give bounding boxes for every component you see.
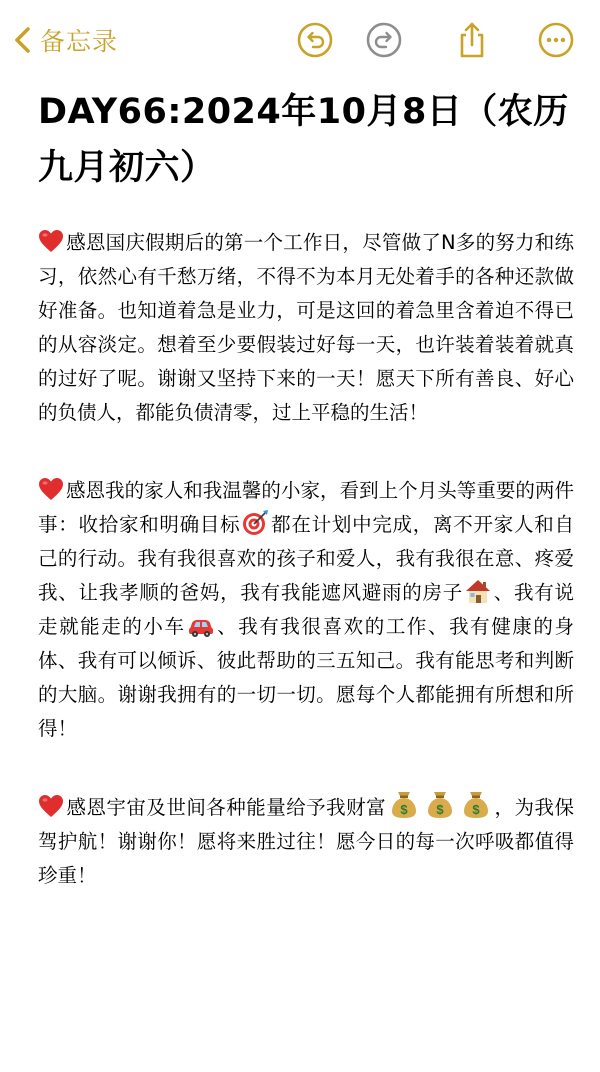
paragraph-text: 感恩我的家人和我温馨的小家，看到上个月头等重要的两件事：收拾家和明确目标 xyxy=(38,479,574,536)
money-bag-icon xyxy=(462,790,490,820)
paragraph-text: 、我有我很喜欢的工作、我有健康的身体、我有可以倾诉、彼此帮助的三五知己。我有能思考和判断的大脑。谢谢我拥有的一切一切。愿每个人都能拥有所想和所得！ xyxy=(38,615,574,740)
back-button[interactable] xyxy=(10,20,118,60)
paragraph-text: 都在计划中完成，离不开家人和自己的行动。我有我很喜欢的孩子和爱人，我有我很在意、疼爱我、让我孝顺的爸妈，我有我能遮风避雨的房子 xyxy=(38,513,574,604)
back-label: 备忘录 xyxy=(40,27,119,56)
undo-icon xyxy=(295,20,335,60)
more-icon xyxy=(536,20,576,60)
target-icon xyxy=(241,509,269,537)
heart-icon xyxy=(38,229,64,253)
svg-text:$: $ xyxy=(400,802,408,817)
paragraph-text: ，为我保驾护航！谢谢你！愿将来胜过往！愿今日的每一次呼吸都值得珍重！ xyxy=(38,796,574,887)
paragraph-text: 感恩宇宙及世间各种能量给予我财富 xyxy=(66,796,387,819)
chevron-left-icon xyxy=(10,24,36,56)
heart-icon xyxy=(38,794,64,818)
house-icon xyxy=(464,577,492,605)
heart-icon xyxy=(38,477,64,501)
note-paragraph xyxy=(38,790,574,893)
share-button[interactable] xyxy=(452,20,492,60)
nav-bar xyxy=(0,0,600,80)
paragraph-text: 感恩国庆假期后的第一个工作日，尽管做了N多的努力和练习，依然心有千愁万绪，不得不为本月无处着手的各种还款做好准备。也知道着急是业力，可是这回的着急里含着迫不得已的从容淡定。想着至少要假装过好每一天，也许装着装着就真的过好了呢。谢谢又坚持下来的一天！愿天下所有善良、好心的负债人，都能负债清零，过上平稳的生活！ xyxy=(38,231,574,424)
note-title[interactable]: DAY66:2024年10月8日（农历九月初六） xyxy=(38,92,569,188)
note-paragraph xyxy=(38,474,574,746)
car-icon xyxy=(187,611,215,639)
note-body[interactable] xyxy=(38,226,574,937)
redo-icon xyxy=(364,20,404,60)
undo-button[interactable] xyxy=(295,20,335,60)
more-button[interactable] xyxy=(536,20,576,60)
svg-text:$: $ xyxy=(436,802,444,817)
note-paragraph xyxy=(38,226,574,430)
svg-text:$: $ xyxy=(472,802,480,817)
paragraph-text: 、我有说走就能走的小车 xyxy=(38,581,574,638)
money-bag-icon xyxy=(390,790,418,820)
share-icon xyxy=(452,20,492,60)
money-bag-icon xyxy=(426,790,454,820)
redo-button[interactable] xyxy=(364,20,404,60)
